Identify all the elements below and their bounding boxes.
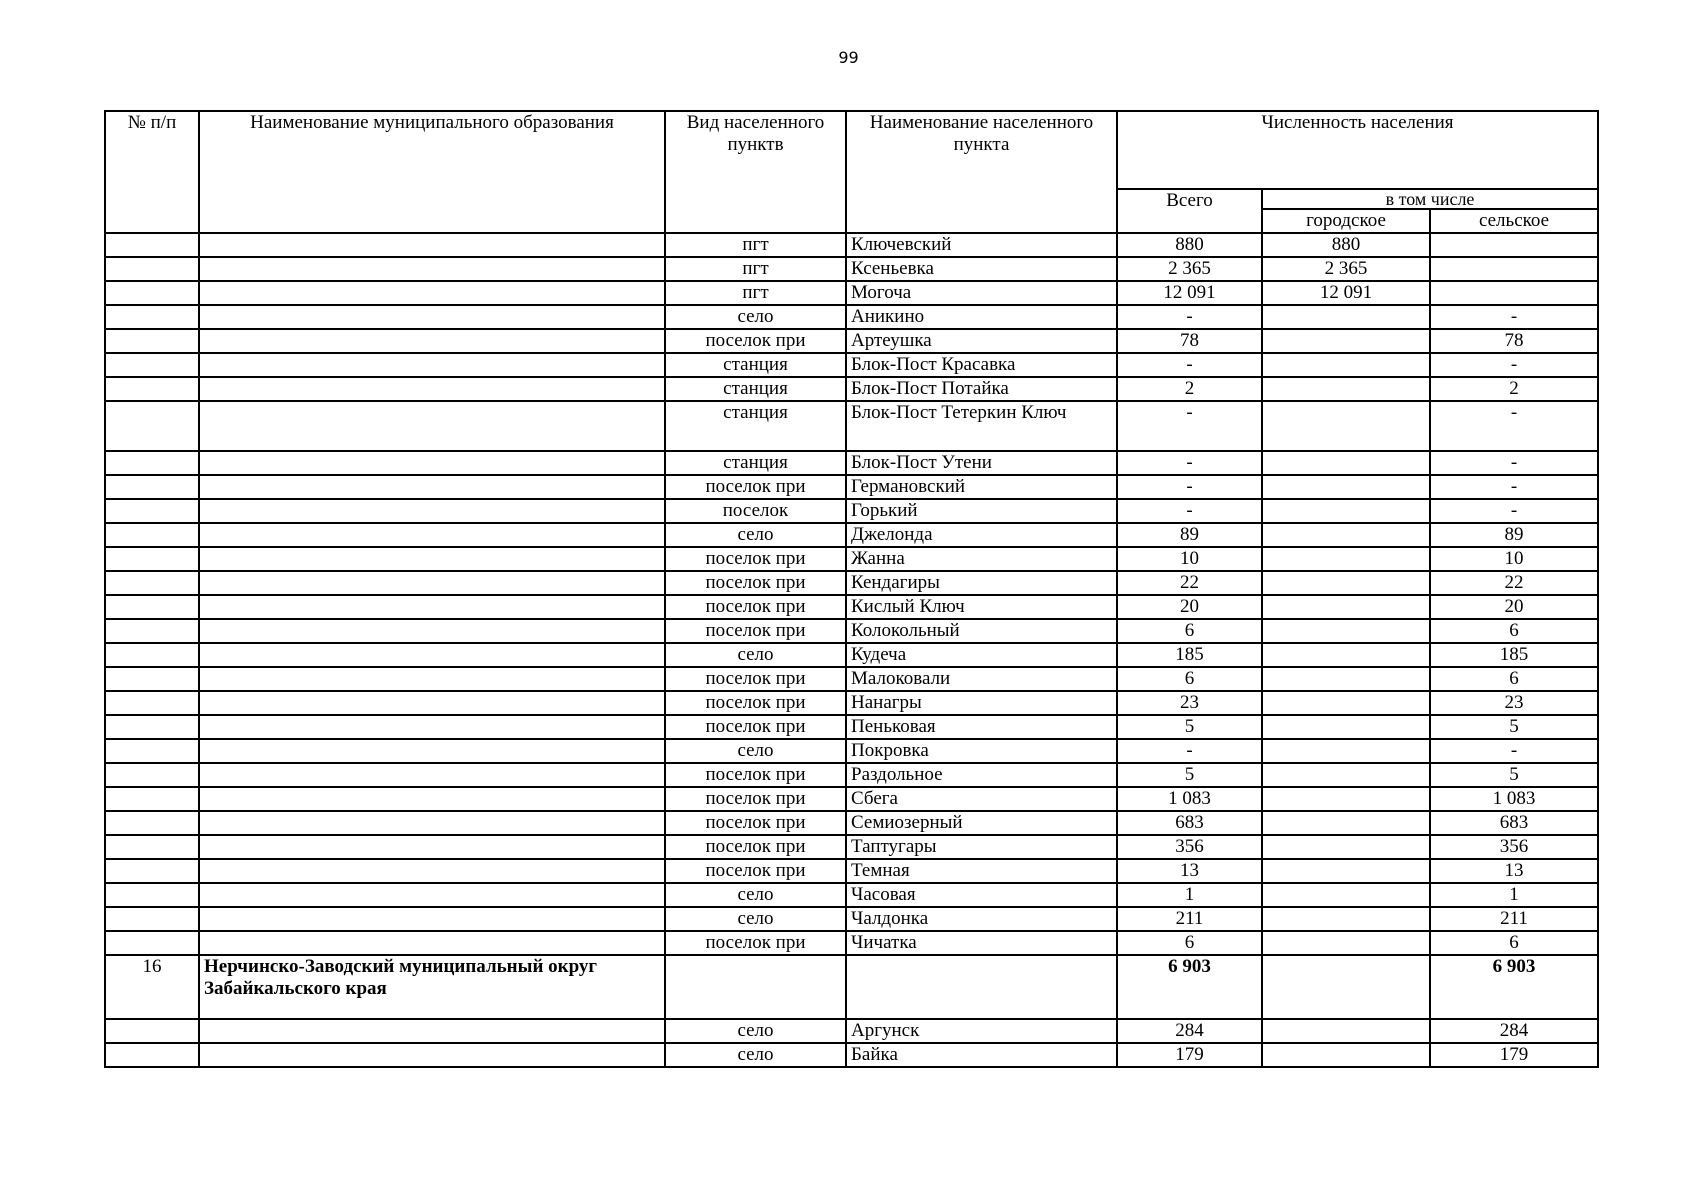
- cell-num: [105, 353, 199, 377]
- cell-settlement-type: село: [665, 907, 846, 931]
- cell-rural: 78: [1430, 329, 1598, 353]
- cell-urban: [1262, 329, 1430, 353]
- cell-municipality: [199, 499, 665, 523]
- cell-rural: 683: [1430, 811, 1598, 835]
- cell-municipality: [199, 377, 665, 401]
- cell-total: 2: [1117, 377, 1262, 401]
- cell-total: 5: [1117, 715, 1262, 739]
- cell-municipality: [199, 811, 665, 835]
- cell-settlement-name: Ключевский: [846, 233, 1117, 257]
- cell-settlement-type: поселок при: [665, 667, 846, 691]
- cell-rural: -: [1430, 451, 1598, 475]
- cell-settlement-type: поселок при: [665, 859, 846, 883]
- cell-num: [105, 883, 199, 907]
- cell-municipality: [199, 595, 665, 619]
- cell-municipality: [199, 691, 665, 715]
- cell-settlement-type: поселок при: [665, 595, 846, 619]
- table-row: [105, 595, 1598, 619]
- cell-total: 284: [1117, 1019, 1262, 1043]
- cell-total: 1 083: [1117, 787, 1262, 811]
- cell-municipality: [199, 859, 665, 883]
- cell-rural: 211: [1430, 907, 1598, 931]
- cell-num: [105, 281, 199, 305]
- header-total: Всего: [1117, 189, 1262, 233]
- cell-settlement-type: пгт: [665, 233, 846, 257]
- cell-total: 683: [1117, 811, 1262, 835]
- cell-urban: [1262, 715, 1430, 739]
- cell-urban: [1262, 763, 1430, 787]
- cell-total: -: [1117, 499, 1262, 523]
- cell-municipality: [199, 763, 665, 787]
- cell-total: -: [1117, 475, 1262, 499]
- cell-num: [105, 523, 199, 547]
- cell-municipality: [199, 281, 665, 305]
- cell-rural: 185: [1430, 643, 1598, 667]
- cell-municipality: [199, 619, 665, 643]
- cell-settlement-type: поселок при: [665, 691, 846, 715]
- page-number: 99: [838, 48, 859, 67]
- table-row: [105, 1019, 1598, 1043]
- cell-num: 16: [105, 955, 199, 1019]
- table-row: [105, 523, 1598, 547]
- cell-rural: [1430, 233, 1598, 257]
- cell-settlement-name: Кендагиры: [846, 571, 1117, 595]
- cell-urban: [1262, 691, 1430, 715]
- cell-settlement-name: Нанагры: [846, 691, 1117, 715]
- cell-total: -: [1117, 305, 1262, 329]
- table-row: [105, 401, 1598, 451]
- cell-municipality: [199, 401, 665, 451]
- cell-urban: [1262, 931, 1430, 955]
- cell-settlement-name: Малоковали: [846, 667, 1117, 691]
- table-row: [105, 353, 1598, 377]
- table-row: [105, 763, 1598, 787]
- table-row: [105, 499, 1598, 523]
- cell-urban: [1262, 739, 1430, 763]
- cell-municipality: [199, 907, 665, 931]
- cell-num: [105, 547, 199, 571]
- table-row: [105, 715, 1598, 739]
- cell-urban: [1262, 643, 1430, 667]
- cell-rural: 5: [1430, 763, 1598, 787]
- header-population: Численность населения: [1117, 111, 1598, 189]
- header-rural: сельское: [1430, 209, 1598, 233]
- cell-num: [105, 377, 199, 401]
- cell-settlement-type: пгт: [665, 281, 846, 305]
- cell-settlement-name: Джелонда: [846, 523, 1117, 547]
- cell-num: [105, 401, 199, 451]
- cell-urban: [1262, 787, 1430, 811]
- cell-total: 6 903: [1117, 955, 1262, 1019]
- cell-settlement-name: Байка: [846, 1043, 1117, 1067]
- cell-rural: 10: [1430, 547, 1598, 571]
- cell-urban: [1262, 475, 1430, 499]
- cell-municipality: [199, 931, 665, 955]
- cell-rural: 179: [1430, 1043, 1598, 1067]
- cell-total: 10: [1117, 547, 1262, 571]
- cell-total: -: [1117, 739, 1262, 763]
- cell-municipality: Нерчинско-Заводский муниципальный округ Забайкальского края: [199, 955, 665, 1019]
- cell-settlement-type: село: [665, 523, 846, 547]
- table-row: [105, 305, 1598, 329]
- cell-settlement-name: Ксеньевка: [846, 257, 1117, 281]
- cell-urban: [1262, 305, 1430, 329]
- cell-settlement-type: поселок при: [665, 787, 846, 811]
- cell-num: [105, 643, 199, 667]
- table-row: [105, 1043, 1598, 1067]
- cell-settlement-name: Блок-Пост Красавка: [846, 353, 1117, 377]
- cell-settlement-name: Блок-Пост Потайка: [846, 377, 1117, 401]
- cell-settlement-name: Чичатка: [846, 931, 1117, 955]
- cell-urban: [1262, 883, 1430, 907]
- cell-settlement-name: Таптугары: [846, 835, 1117, 859]
- table-row: [105, 475, 1598, 499]
- table-row: [105, 811, 1598, 835]
- cell-num: [105, 907, 199, 931]
- table-row: [105, 883, 1598, 907]
- cell-settlement-name: Горький: [846, 499, 1117, 523]
- cell-municipality: [199, 571, 665, 595]
- cell-municipality: [199, 739, 665, 763]
- cell-total: 2 365: [1117, 257, 1262, 281]
- cell-num: [105, 257, 199, 281]
- cell-settlement-type: станция: [665, 451, 846, 475]
- cell-num: [105, 499, 199, 523]
- cell-settlement-name: Кудеча: [846, 643, 1117, 667]
- cell-rural: 1 083: [1430, 787, 1598, 811]
- cell-settlement-type: станция: [665, 377, 846, 401]
- cell-settlement-type: село: [665, 305, 846, 329]
- cell-total: 13: [1117, 859, 1262, 883]
- cell-settlement-type: поселок: [665, 499, 846, 523]
- cell-rural: 356: [1430, 835, 1598, 859]
- cell-rural: 6: [1430, 619, 1598, 643]
- cell-total: 1: [1117, 883, 1262, 907]
- cell-total: 12 091: [1117, 281, 1262, 305]
- cell-municipality: [199, 643, 665, 667]
- cell-settlement-type: село: [665, 739, 846, 763]
- cell-settlement-type: поселок при: [665, 619, 846, 643]
- cell-settlement-name: Блок-Пост Утени: [846, 451, 1117, 475]
- cell-municipality: [199, 1019, 665, 1043]
- cell-rural: -: [1430, 499, 1598, 523]
- table-row: [105, 667, 1598, 691]
- cell-urban: [1262, 595, 1430, 619]
- cell-urban: [1262, 1043, 1430, 1067]
- cell-urban: [1262, 667, 1430, 691]
- header-municipality: Наименование муниципального образования: [199, 111, 665, 233]
- cell-municipality: [199, 257, 665, 281]
- cell-total: 6: [1117, 931, 1262, 955]
- cell-urban: [1262, 353, 1430, 377]
- cell-num: [105, 691, 199, 715]
- table-row: [105, 233, 1598, 257]
- table-row: [105, 691, 1598, 715]
- cell-settlement-type: поселок при: [665, 715, 846, 739]
- cell-num: [105, 475, 199, 499]
- header-settlement-type: Вид населенного пунктв: [665, 111, 846, 233]
- table-body: [105, 233, 1598, 1067]
- cell-total: 89: [1117, 523, 1262, 547]
- header-num: № п/п: [105, 111, 199, 233]
- cell-num: [105, 739, 199, 763]
- cell-municipality: [199, 305, 665, 329]
- cell-settlement-type: станция: [665, 353, 846, 377]
- table-row: [105, 739, 1598, 763]
- cell-settlement-name: Германовский: [846, 475, 1117, 499]
- table-row: [105, 257, 1598, 281]
- cell-municipality: [199, 835, 665, 859]
- cell-num: [105, 859, 199, 883]
- cell-num: [105, 931, 199, 955]
- table-row: [105, 451, 1598, 475]
- cell-settlement-name: Покровка: [846, 739, 1117, 763]
- cell-urban: [1262, 401, 1430, 451]
- table-row: [105, 571, 1598, 595]
- cell-urban: [1262, 1019, 1430, 1043]
- cell-num: [105, 305, 199, 329]
- cell-settlement-name: Чалдонка: [846, 907, 1117, 931]
- cell-urban: [1262, 619, 1430, 643]
- cell-urban: [1262, 859, 1430, 883]
- cell-settlement-name: Часовая: [846, 883, 1117, 907]
- cell-settlement-type: поселок при: [665, 763, 846, 787]
- table-header: [105, 111, 1598, 233]
- cell-rural: 20: [1430, 595, 1598, 619]
- cell-rural: 1: [1430, 883, 1598, 907]
- cell-rural: -: [1430, 475, 1598, 499]
- cell-urban: [1262, 451, 1430, 475]
- table-row: [105, 955, 1598, 1019]
- cell-municipality: [199, 715, 665, 739]
- cell-settlement-name: Блок-Пост Тетеркин Ключ: [846, 401, 1117, 451]
- cell-rural: 13: [1430, 859, 1598, 883]
- cell-rural: -: [1430, 401, 1598, 451]
- cell-settlement-type: поселок при: [665, 547, 846, 571]
- cell-total: 78: [1117, 329, 1262, 353]
- header-including: в том числе: [1262, 189, 1598, 209]
- table-row: [105, 787, 1598, 811]
- cell-settlement-type: село: [665, 883, 846, 907]
- table-row: [105, 643, 1598, 667]
- cell-num: [105, 715, 199, 739]
- cell-municipality: [199, 547, 665, 571]
- cell-rural: -: [1430, 739, 1598, 763]
- cell-total: 20: [1117, 595, 1262, 619]
- cell-rural: -: [1430, 305, 1598, 329]
- cell-total: 5: [1117, 763, 1262, 787]
- cell-settlement-name: Аргунск: [846, 1019, 1117, 1043]
- cell-num: [105, 595, 199, 619]
- population-table: [104, 110, 1599, 1068]
- cell-municipality: [199, 353, 665, 377]
- cell-settlement-name: Артеушка: [846, 329, 1117, 353]
- cell-total: 880: [1117, 233, 1262, 257]
- cell-urban: 880: [1262, 233, 1430, 257]
- table-row: [105, 931, 1598, 955]
- table-row: [105, 835, 1598, 859]
- table-row: [105, 859, 1598, 883]
- cell-urban: [1262, 835, 1430, 859]
- cell-rural: 89: [1430, 523, 1598, 547]
- cell-settlement-name: Раздольное: [846, 763, 1117, 787]
- cell-num: [105, 811, 199, 835]
- cell-municipality: [199, 329, 665, 353]
- cell-num: [105, 1019, 199, 1043]
- cell-total: 185: [1117, 643, 1262, 667]
- cell-rural: -: [1430, 353, 1598, 377]
- cell-num: [105, 571, 199, 595]
- cell-total: -: [1117, 353, 1262, 377]
- cell-settlement-name: Аникино: [846, 305, 1117, 329]
- cell-urban: [1262, 547, 1430, 571]
- cell-rural: 23: [1430, 691, 1598, 715]
- cell-num: [105, 835, 199, 859]
- cell-settlement-type: село: [665, 643, 846, 667]
- cell-settlement-name: Жанна: [846, 547, 1117, 571]
- cell-municipality: [199, 475, 665, 499]
- cell-settlement-name: Темная: [846, 859, 1117, 883]
- cell-total: 356: [1117, 835, 1262, 859]
- cell-settlement-type: село: [665, 1043, 846, 1067]
- cell-settlement-type: село: [665, 1019, 846, 1043]
- cell-total: 6: [1117, 619, 1262, 643]
- cell-settlement-name: Могоча: [846, 281, 1117, 305]
- cell-total: 211: [1117, 907, 1262, 931]
- cell-settlement-name: Пеньковая: [846, 715, 1117, 739]
- cell-municipality: [199, 787, 665, 811]
- cell-municipality: [199, 233, 665, 257]
- cell-settlement-type: станция: [665, 401, 846, 451]
- header-settlement-name: Наименование населенного пункта: [846, 111, 1117, 233]
- cell-settlement-name: Семиозерный: [846, 811, 1117, 835]
- cell-urban: 12 091: [1262, 281, 1430, 305]
- cell-settlement-type: поселок при: [665, 931, 846, 955]
- cell-rural: [1430, 257, 1598, 281]
- cell-municipality: [199, 1043, 665, 1067]
- table-row: [105, 619, 1598, 643]
- cell-num: [105, 233, 199, 257]
- cell-rural: 284: [1430, 1019, 1598, 1043]
- cell-municipality: [199, 667, 665, 691]
- cell-num: [105, 451, 199, 475]
- cell-total: -: [1117, 451, 1262, 475]
- table-row: [105, 281, 1598, 305]
- cell-rural: 6 903: [1430, 955, 1598, 1019]
- cell-num: [105, 787, 199, 811]
- cell-settlement-type: поселок при: [665, 811, 846, 835]
- cell-total: 23: [1117, 691, 1262, 715]
- cell-num: [105, 329, 199, 353]
- cell-urban: [1262, 907, 1430, 931]
- cell-total: -: [1117, 401, 1262, 451]
- cell-municipality: [199, 883, 665, 907]
- cell-settlement-type: поселок при: [665, 329, 846, 353]
- table-row: [105, 907, 1598, 931]
- cell-settlement-type: поселок при: [665, 475, 846, 499]
- cell-settlement-name: Сбега: [846, 787, 1117, 811]
- header-urban: городское: [1262, 209, 1430, 233]
- table-row: [105, 329, 1598, 353]
- cell-settlement-name: Колокольный: [846, 619, 1117, 643]
- cell-urban: [1262, 499, 1430, 523]
- cell-settlement-type: поселок при: [665, 835, 846, 859]
- cell-num: [105, 1043, 199, 1067]
- cell-settlement-name: Кислый Ключ: [846, 595, 1117, 619]
- cell-settlement-type: поселок при: [665, 571, 846, 595]
- cell-urban: [1262, 811, 1430, 835]
- cell-total: 22: [1117, 571, 1262, 595]
- cell-settlement-type: пгт: [665, 257, 846, 281]
- cell-rural: 22: [1430, 571, 1598, 595]
- cell-urban: [1262, 523, 1430, 547]
- table-row: [105, 377, 1598, 401]
- cell-num: [105, 619, 199, 643]
- cell-rural: 6: [1430, 667, 1598, 691]
- table-row: [105, 547, 1598, 571]
- cell-municipality: [199, 523, 665, 547]
- cell-total: 179: [1117, 1043, 1262, 1067]
- cell-rural: 2: [1430, 377, 1598, 401]
- cell-urban: 2 365: [1262, 257, 1430, 281]
- cell-num: [105, 667, 199, 691]
- cell-urban: [1262, 377, 1430, 401]
- cell-urban: [1262, 571, 1430, 595]
- cell-settlement-name: [846, 955, 1117, 1019]
- cell-rural: 6: [1430, 931, 1598, 955]
- cell-num: [105, 763, 199, 787]
- cell-rural: [1430, 281, 1598, 305]
- cell-rural: 5: [1430, 715, 1598, 739]
- cell-urban: [1262, 955, 1430, 1019]
- cell-total: 6: [1117, 667, 1262, 691]
- cell-settlement-type: [665, 955, 846, 1019]
- cell-municipality: [199, 451, 665, 475]
